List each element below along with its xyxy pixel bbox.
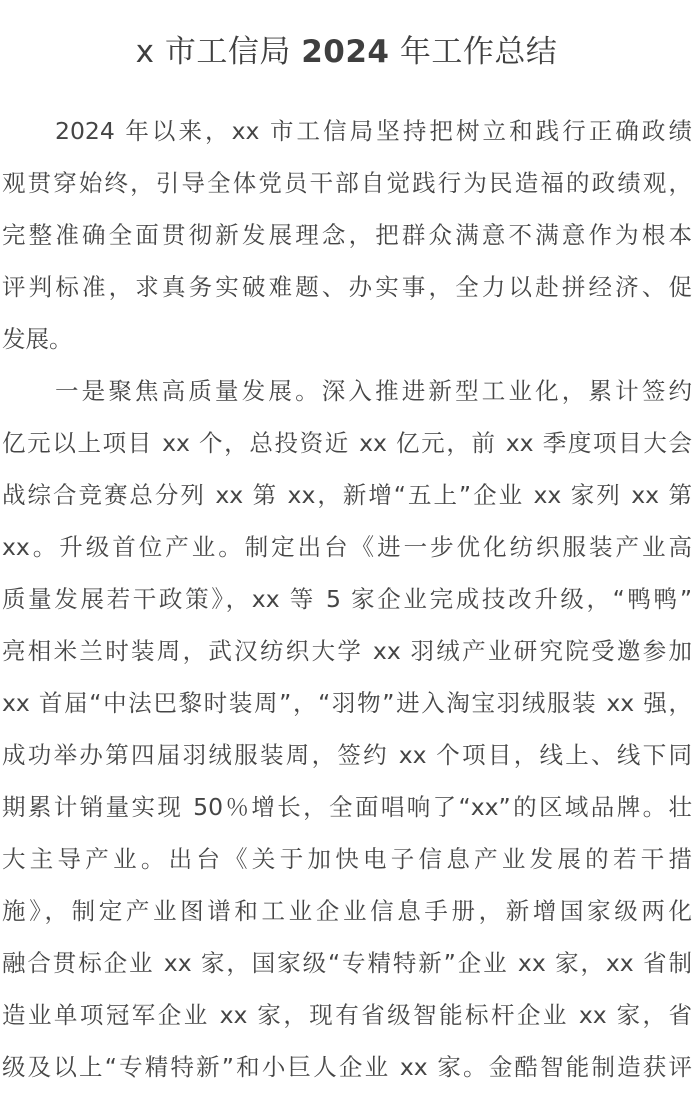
paragraph-line: 融合贯标企业 xx 家，国家级“专精特新”企业 xx 家，xx 省制 — [2, 949, 692, 977]
paragraph-line: 亿元以上项目 xx 个，总投资近 xx 亿元，前 xx 季度项目大会 — [2, 429, 692, 457]
paragraph-line: 大主导产业。出台《关于加快电子信息产业发展的若干措 — [2, 845, 692, 873]
paragraph-line: 期累计销量实现 50％增长，全面唱响了“xx”的区域品牌。壮 — [2, 793, 692, 821]
title-suffix: 年工作总结 — [389, 34, 558, 70]
title-year: 2024 — [301, 34, 390, 70]
document-title — [0, 28, 693, 76]
paragraph-high-quality-development — [2, 365, 692, 1093]
paragraph-line: 2024 年以来，xx 市工信局坚持把树立和践行正确政绩 — [55, 117, 692, 145]
title-prefix: x 市工信局 — [135, 34, 302, 70]
paragraph-line: 级及以上“专精特新”和小巨人企业 xx 家。金酷智能制造获评 — [2, 1053, 692, 1081]
paragraph-intro — [2, 105, 692, 365]
paragraph-line: 发展。 — [2, 325, 73, 353]
paragraph-line: 评判标准，求真务实破难题、办实事，全力以赴拼经济、促 — [2, 273, 692, 301]
paragraph-line: 战综合竞赛总分列 xx 第 xx，新增“五上”企业 xx 家列 xx 第 — [2, 481, 692, 509]
paragraph-line: 完整准确全面贯彻新发展理念，把群众满意不满意作为根本 — [2, 221, 692, 249]
paragraph-line: 成功举办第四届羽绒服装周，签约 xx 个项目，线上、线下同 — [2, 741, 692, 769]
paragraph-line: 造业单项冠军企业 xx 家，现有省级智能标杆企业 xx 家，省 — [2, 1001, 692, 1029]
paragraph-line: 一是聚焦高质量发展。深入推进新型工业化，累计签约 — [55, 377, 692, 405]
paragraph-line: xx 首届“中法巴黎时装周”，“羽物”进入淘宝羽绒服装 xx 强， — [2, 689, 692, 717]
document-body — [2, 105, 692, 1093]
paragraph-line: 质量发展若干政策》，xx 等 5 家企业完成技改升级，“鸭鸭” — [2, 585, 692, 613]
paragraph-line: 观贯穿始终，引导全体党员干部自觉践行为民造福的政绩观， — [2, 169, 692, 197]
paragraph-line: xx。升级首位产业。制定出台《进一步优化纺织服装产业高 — [2, 533, 692, 561]
paragraph-line: 亮相米兰时装周，武汉纺织大学 xx 羽绒产业研究院受邀参加 — [2, 637, 692, 665]
paragraph-line: 施》，制定产业图谱和工业企业信息手册，新增国家级两化 — [2, 897, 692, 925]
